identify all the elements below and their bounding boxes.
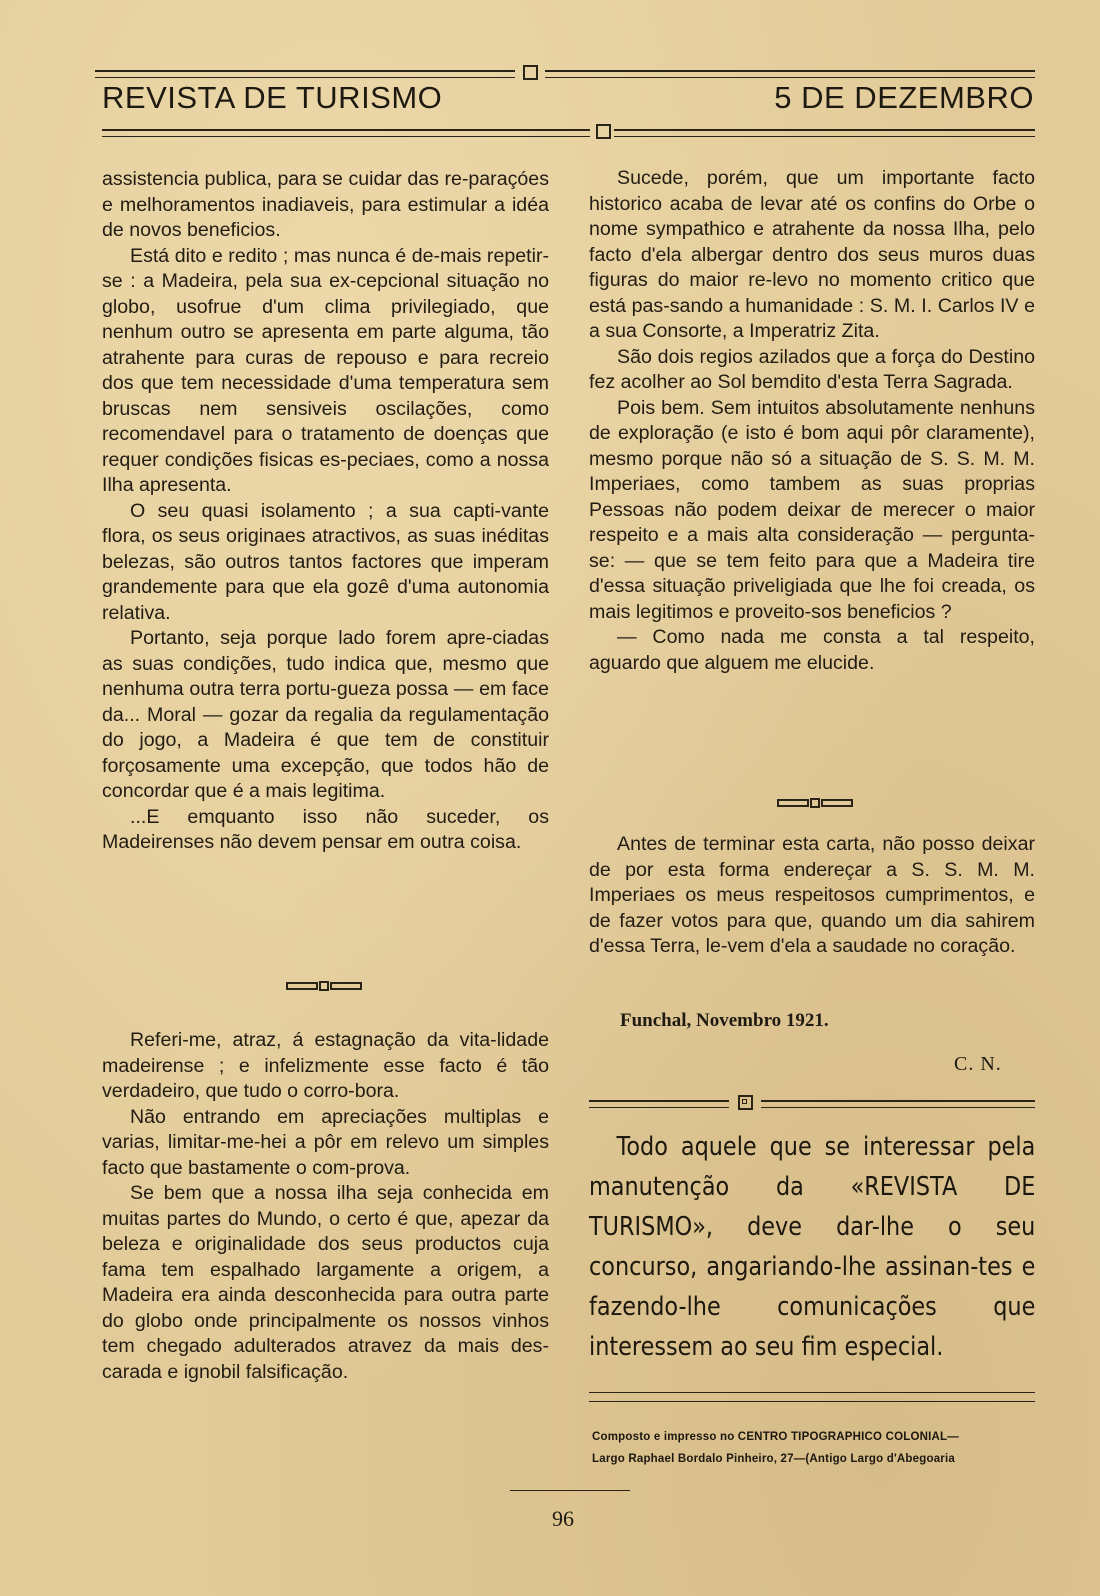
signature: C. N. xyxy=(954,1053,1002,1075)
paragraph: Sucede, porém, que um importante facto historico acaba de levar até os confins do Orbe o nome sympathico e atrahente da nossa Ilha, pelo facto d'ela albergar dentro dos seus muros duas figuras do maior re-levo no momento critico que está pas-sando a humanidade : S. M. I. Carlos IV e a sua Consorte, a Imperatriz Zita. xyxy=(589,167,1035,342)
notice-bottom-rule xyxy=(589,1392,1035,1402)
paragraph: ...E emquanto isso não suceder, os Madeirenses não devem pensar em outra coisa. xyxy=(102,805,549,853)
paragraph: assistencia publica, para se cuidar das re-paraçóes e melhoramentos inadiaveis, para estimular a idéa de novos beneficios. xyxy=(102,168,549,241)
paragraph: Se bem que a nossa ilha seja conhecida em muitas partes do Mundo, o certo é que, apezar da beleza e originalidade dos seus productos cuja fama tem espalhado largamente a origem, a Madeira era ainda desconhecida para outra parte do globo onde principalmente os nossos vinhos tem chegado adulterados atravez da mais des-carada e ignobil falsificação. xyxy=(102,1182,549,1383)
right-column-section-a xyxy=(589,166,1035,676)
journal-title: REVISTA DE TURISMO xyxy=(102,80,443,115)
imprint-line: Largo Raphael Bordalo Pinheiro, 27—(Antigo Largo d'Abegoaria xyxy=(592,1453,955,1465)
section-ornament xyxy=(777,797,853,807)
paragraph: Referi-me, atraz, á estagnação da vita-lidade madeirense ; e infelizmente esse facto é tão verdadeiro, que tudo o corro-bora. xyxy=(102,1029,549,1102)
section-ornament xyxy=(286,980,362,990)
issue-date: 5 DE DEZEMBRO xyxy=(774,80,1034,115)
paragraph: Não entrando em apreciações multiplas e varias, limitar-me-hei a pôr em relevo um simples facto que bastamente o com-prova. xyxy=(102,1105,549,1179)
imprint-line: Composto e impresso no CENTRO TIPOGRAPHICO COLONIAL— xyxy=(592,1431,959,1443)
subscription-notice xyxy=(589,1127,1035,1367)
paragraph: Portanto, seja porque lado forem apre-ciadas as suas condições, tudo indica que, mesmo que nenhuma outra terra portu-gueza possa — em face da... Moral — gozar da regalia da regulamentação do jogo, a Madeira é que tem de constituir forçosamente uma excepção, que todos hão de concordar que é a mais legitima. xyxy=(102,627,549,802)
header-top-rule xyxy=(95,68,1035,80)
notice-text: Todo aquele que se interessar pela manutenção da «REVISTA DE TURISMO», deve dar-lhe o seu concurso, angariando-lhe assinan-tes e fazendo-lhe comunicações que interessem ao seu fim especial. xyxy=(589,1132,1036,1362)
notice-top-rule xyxy=(589,1097,1035,1111)
page-number: 96 xyxy=(552,1506,574,1531)
right-column-section-b xyxy=(589,832,1035,960)
left-column-section-b xyxy=(102,1028,549,1385)
paragraph: São dois regios azilados que a força do Destino fez acolher ao Sol bemdito d'esta Terra Sagrada. xyxy=(589,345,1035,393)
paragraph: — Como nada me consta a tal respeito, aguardo que alguem me elucide. xyxy=(589,626,1035,674)
paragraph: Está dito e redito ; mas nunca é de-mais repetir-se : a Madeira, pela sua ex-cepcional situação no globo, usofrue d'um clima privilegiado, que nenhum outro se apresenta em parte alguma, tão atrahente para curas de repouso e para recreio dos que tem necessidade d'uma temperatura sem bruscas nem sensiveis oscilações, como recomendavel para o tratamento de doenças que requer condições fisicas es-peciaes, como a nossa Ilha apresenta. xyxy=(102,244,549,496)
folio-rule xyxy=(510,1490,630,1491)
left-column-section-a xyxy=(102,167,549,856)
paragraph: O seu quasi isolamento ; a sua capti-vante flora, os seus originaes atractivos, as suas inéditas belezas, são outros tantos factores que imperam grandemente para que ela gozê d'uma autonomia relativa. xyxy=(102,499,549,624)
place-date: Funchal, Novembro 1921. xyxy=(620,1010,829,1031)
paragraph: Pois bem. Sem intuitos absolutamente nenhuns de exploração (e isto é bom aqui pôr claramente), mesmo porque não só a situação de S. S. M. M. Imperiaes, como tambem as suas proprias Pessoas não podem deixar de merecer o maior respeito e a mais alta consideração — pergunta-se: — que se tem feito para que a Madeira tire d'essa situação priveligiada que lhe foi creada, os mais legitimos e proveito-sos beneficios ? xyxy=(589,396,1035,623)
paragraph: Antes de terminar esta carta, não posso deixar de por esta forma endereçar a S. S. M. M. Imperiaes os meus respeitosos cumprimentos, e de fazer votos para que, quando um dia sahirem d'essa Terra, le-vem d'ela a saudade no coração. xyxy=(589,833,1035,957)
printer-imprint xyxy=(592,1426,1038,1470)
header-bottom-rule xyxy=(102,126,1035,138)
